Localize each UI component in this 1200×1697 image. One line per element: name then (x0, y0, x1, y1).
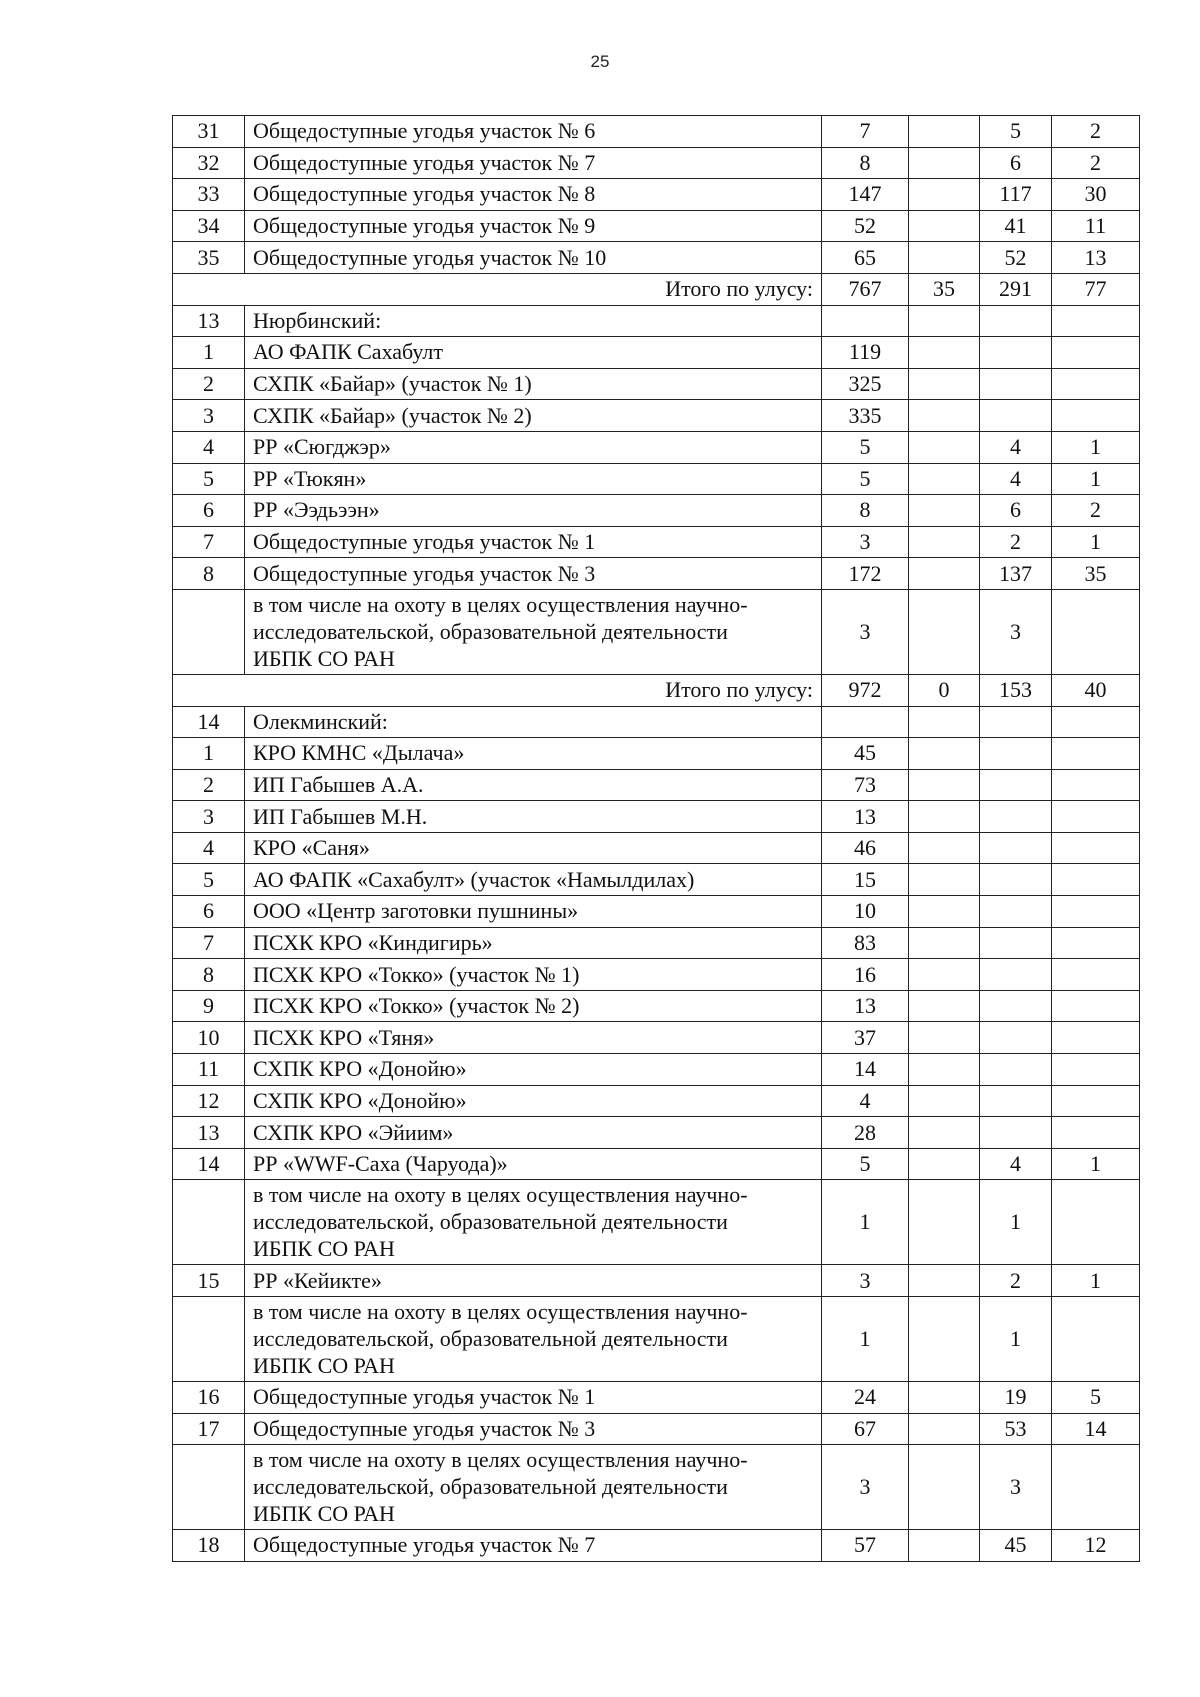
value-col-4 (1052, 1022, 1140, 1054)
value-col-3 (980, 864, 1052, 896)
value-col-4 (1052, 769, 1140, 801)
value-col-4 (1052, 801, 1140, 833)
row-number: 10 (173, 1022, 245, 1054)
row-number: 9 (173, 990, 245, 1022)
value-col-1: 8 (822, 147, 909, 179)
row-number: 6 (173, 896, 245, 928)
row-number: 34 (173, 210, 245, 242)
value-col-3: 4 (980, 463, 1052, 495)
value-col-1: 37 (822, 1022, 909, 1054)
value-col-4 (1052, 400, 1140, 432)
value-col-1: 972 (822, 674, 909, 706)
value-col-1: 65 (822, 242, 909, 274)
value-col-1: 4 (822, 1085, 909, 1117)
value-col-3 (980, 927, 1052, 959)
value-col-4: 77 (1052, 273, 1140, 305)
row-name: РР «Ээдьээн» (245, 495, 822, 527)
value-col-3: 291 (980, 273, 1052, 305)
table-row (173, 801, 1140, 833)
note-line: в том числе на охоту в целях осуществления научно- (253, 591, 748, 617)
table-row (173, 738, 1140, 770)
value-col-4: 13 (1052, 242, 1140, 274)
row-number: 3 (173, 801, 245, 833)
value-col-3 (980, 769, 1052, 801)
row-number: 33 (173, 179, 245, 211)
value-col-2 (909, 368, 980, 400)
row-name: ООО «Центр заготовки пушнины» (245, 896, 822, 928)
table-row (173, 1117, 1140, 1149)
value-col-1: 46 (822, 832, 909, 864)
page-number: 25 (590, 52, 610, 71)
value-col-2 (909, 1530, 980, 1562)
value-col-3: 4 (980, 1148, 1052, 1180)
value-col-3 (980, 305, 1052, 337)
value-col-3: 6 (980, 495, 1052, 527)
row-number: 7 (173, 927, 245, 959)
value-col-2 (909, 959, 980, 991)
value-col-2 (909, 738, 980, 770)
value-col-3: 4 (980, 431, 1052, 463)
value-col-2 (909, 801, 980, 833)
note-line: в том числе на охоту в целях осуществления научно- (253, 1182, 748, 1208)
value-col-3 (980, 337, 1052, 369)
value-col-3 (980, 990, 1052, 1022)
value-col-3: 45 (980, 1530, 1052, 1562)
value-col-3 (980, 896, 1052, 928)
note-line: ИБПК СО РАН (253, 1501, 395, 1527)
value-col-1: 24 (822, 1382, 909, 1414)
table-row (173, 147, 1140, 179)
value-col-1: 16 (822, 959, 909, 991)
value-col-3: 5 (980, 116, 1052, 148)
value-col-4 (1052, 927, 1140, 959)
value-col-1: 172 (822, 558, 909, 590)
value-col-1: 3 (822, 526, 909, 558)
value-col-3 (980, 400, 1052, 432)
value-col-2 (909, 116, 980, 148)
value-col-2 (909, 526, 980, 558)
value-col-2 (909, 210, 980, 242)
value-col-2 (909, 1148, 980, 1180)
table-row (173, 959, 1140, 991)
value-col-1: 3 (822, 589, 909, 674)
row-name: ПСХК КРО «Киндигирь» (245, 927, 822, 959)
total-label: Итого по улусу: (173, 674, 822, 706)
value-col-2 (909, 558, 980, 590)
value-col-4 (1052, 706, 1140, 738)
value-col-4: 12 (1052, 1530, 1140, 1562)
value-col-4: 35 (1052, 558, 1140, 590)
value-col-4: 5 (1052, 1382, 1140, 1414)
value-col-2 (909, 589, 980, 674)
table-row (173, 463, 1140, 495)
table-row (173, 864, 1140, 896)
row-number: 5 (173, 463, 245, 495)
note-row (173, 1297, 1140, 1382)
value-col-3: 6 (980, 147, 1052, 179)
row-number: 35 (173, 242, 245, 274)
value-col-1: 5 (822, 463, 909, 495)
value-col-4: 11 (1052, 210, 1140, 242)
value-col-2 (909, 896, 980, 928)
row-name: Общедоступные угодья участок № 7 (245, 1530, 822, 1562)
value-col-1: 7 (822, 116, 909, 148)
value-col-1: 14 (822, 1054, 909, 1086)
row-name: Общедоступные угодья участок № 6 (245, 116, 822, 148)
value-col-2 (909, 305, 980, 337)
table-row (173, 1054, 1140, 1086)
value-col-4: 1 (1052, 463, 1140, 495)
value-col-3: 19 (980, 1382, 1052, 1414)
value-col-1: 1 (822, 1297, 909, 1382)
row-number: 3 (173, 400, 245, 432)
row-number: 15 (173, 1265, 245, 1297)
row-number: 14 (173, 1148, 245, 1180)
value-col-4 (1052, 1445, 1140, 1530)
value-col-1: 13 (822, 801, 909, 833)
value-col-3: 2 (980, 526, 1052, 558)
value-col-4 (1052, 1297, 1140, 1382)
table-row (173, 990, 1140, 1022)
row-note (245, 589, 822, 674)
table-row (173, 495, 1140, 527)
row-number: 14 (173, 706, 245, 738)
row-number: 31 (173, 116, 245, 148)
row-number: 17 (173, 1413, 245, 1445)
row-number: 8 (173, 558, 245, 590)
value-col-4 (1052, 738, 1140, 770)
value-col-4 (1052, 305, 1140, 337)
table-row (173, 242, 1140, 274)
value-col-2 (909, 927, 980, 959)
row-number (173, 1445, 245, 1530)
table-row (173, 431, 1140, 463)
value-col-3 (980, 801, 1052, 833)
row-number: 16 (173, 1382, 245, 1414)
table-body (173, 116, 1140, 1562)
table-row (173, 706, 1140, 738)
value-col-1: 5 (822, 1148, 909, 1180)
value-col-4 (1052, 896, 1140, 928)
value-col-4: 1 (1052, 1148, 1140, 1180)
value-col-3 (980, 959, 1052, 991)
row-name: РР «Кейикте» (245, 1265, 822, 1297)
value-col-2 (909, 242, 980, 274)
row-number: 4 (173, 832, 245, 864)
value-col-2 (909, 1413, 980, 1445)
value-col-3: 137 (980, 558, 1052, 590)
value-col-1: 57 (822, 1530, 909, 1562)
row-name: РР «Тюкян» (245, 463, 822, 495)
row-name: Общедоступные угодья участок № 7 (245, 147, 822, 179)
row-number: 6 (173, 495, 245, 527)
table-row (173, 337, 1140, 369)
value-col-1: 13 (822, 990, 909, 1022)
value-col-4 (1052, 959, 1140, 991)
value-col-1: 335 (822, 400, 909, 432)
value-col-3: 117 (980, 179, 1052, 211)
note-line: исследовательской, образовательной деятельности (253, 1326, 728, 1351)
table-row (173, 368, 1140, 400)
value-col-4 (1052, 832, 1140, 864)
row-name: Общедоступные угодья участок № 3 (245, 558, 822, 590)
value-col-4 (1052, 1054, 1140, 1086)
table-row (173, 1022, 1140, 1054)
value-col-2 (909, 1054, 980, 1086)
row-number: 2 (173, 368, 245, 400)
value-col-4 (1052, 589, 1140, 674)
value-col-3: 1 (980, 1180, 1052, 1265)
value-col-3 (980, 1054, 1052, 1086)
value-col-2 (909, 1085, 980, 1117)
note-line: исследовательской, образовательной деятельности (253, 1474, 728, 1500)
table-row (173, 927, 1140, 959)
value-col-1: 73 (822, 769, 909, 801)
value-col-1: 83 (822, 927, 909, 959)
value-col-4 (1052, 1117, 1140, 1149)
value-col-2 (909, 431, 980, 463)
table-row (173, 305, 1140, 337)
row-number: 13 (173, 305, 245, 337)
value-col-4: 2 (1052, 495, 1140, 527)
value-col-3: 3 (980, 1445, 1052, 1530)
value-col-1: 8 (822, 495, 909, 527)
table-row (173, 896, 1140, 928)
value-col-4 (1052, 368, 1140, 400)
note-line: ИБПК СО РАН (253, 1236, 395, 1262)
row-note (245, 1445, 822, 1530)
note-line: в том числе на охоту в целях осуществления научно- (253, 1299, 748, 1324)
value-col-1: 767 (822, 273, 909, 305)
row-number: 2 (173, 769, 245, 801)
row-number: 12 (173, 1085, 245, 1117)
table-row (173, 116, 1140, 148)
value-col-4: 1 (1052, 1265, 1140, 1297)
table-row (173, 1382, 1140, 1414)
row-name: РР «Сюгджэр» (245, 431, 822, 463)
value-col-2 (909, 832, 980, 864)
value-col-1: 67 (822, 1413, 909, 1445)
table-row (173, 769, 1140, 801)
value-col-3 (980, 706, 1052, 738)
note-line: исследовательской, образовательной деятельности (253, 618, 728, 644)
row-name: ПСХК КРО «Токко» (участок № 2) (245, 990, 822, 1022)
table-row (173, 526, 1140, 558)
row-number: 13 (173, 1117, 245, 1149)
value-col-1 (822, 706, 909, 738)
row-number: 11 (173, 1054, 245, 1086)
note-line: в том числе на охоту в целях осуществления научно- (253, 1447, 748, 1473)
value-col-1: 45 (822, 738, 909, 770)
value-col-2 (909, 400, 980, 432)
row-name: ИП Габышев А.А. (245, 769, 822, 801)
value-col-3: 1 (980, 1297, 1052, 1382)
value-col-3 (980, 832, 1052, 864)
row-number (173, 1297, 245, 1382)
value-col-3 (980, 1085, 1052, 1117)
row-name: Общедоступные угодья участок № 3 (245, 1413, 822, 1445)
note-row (173, 1445, 1140, 1530)
row-number: 8 (173, 959, 245, 991)
value-col-4: 14 (1052, 1413, 1140, 1445)
row-number: 32 (173, 147, 245, 179)
row-name: ПСХК КРО «Тяня» (245, 1022, 822, 1054)
value-col-1: 3 (822, 1445, 909, 1530)
row-name: Общедоступные угодья участок № 9 (245, 210, 822, 242)
value-col-1: 119 (822, 337, 909, 369)
table-row (173, 1530, 1140, 1562)
total-row (173, 273, 1140, 305)
value-col-4: 1 (1052, 431, 1140, 463)
value-col-2 (909, 1445, 980, 1530)
value-col-3: 3 (980, 589, 1052, 674)
row-name: СХПК «Байар» (участок № 1) (245, 368, 822, 400)
value-col-2 (909, 1022, 980, 1054)
value-col-1: 3 (822, 1265, 909, 1297)
row-name: РР «WWF-Саха (Чаруода)» (245, 1148, 822, 1180)
row-name: Общедоступные угодья участок № 1 (245, 526, 822, 558)
table-row (173, 1265, 1140, 1297)
row-name: КРО «Саня» (245, 832, 822, 864)
value-col-2 (909, 147, 980, 179)
value-col-3: 52 (980, 242, 1052, 274)
row-name: Общедоступные угодья участок № 1 (245, 1382, 822, 1414)
value-col-3 (980, 368, 1052, 400)
row-name: АО ФАПК «Сахабулт» (участок «Намылдилах) (245, 864, 822, 896)
row-number: 1 (173, 738, 245, 770)
value-col-4 (1052, 1085, 1140, 1117)
table-row (173, 1148, 1140, 1180)
row-name: СХПК КРО «Донойю» (245, 1085, 822, 1117)
row-name: АО ФАПК Сахабулт (245, 337, 822, 369)
row-name: Нюрбинский: (245, 305, 822, 337)
value-col-3: 2 (980, 1265, 1052, 1297)
value-col-2 (909, 706, 980, 738)
value-col-1: 1 (822, 1180, 909, 1265)
row-name: ИП Габышев М.Н. (245, 801, 822, 833)
value-col-4: 40 (1052, 674, 1140, 706)
value-col-2 (909, 1382, 980, 1414)
value-col-4 (1052, 1180, 1140, 1265)
row-name: КРО КМНС «Дылача» (245, 738, 822, 770)
table-row (173, 1085, 1140, 1117)
value-col-1: 325 (822, 368, 909, 400)
value-col-4 (1052, 864, 1140, 896)
row-name: СХПК КРО «Эйиим» (245, 1117, 822, 1149)
value-col-3 (980, 738, 1052, 770)
value-col-4 (1052, 337, 1140, 369)
row-number (173, 589, 245, 674)
table-row (173, 210, 1140, 242)
value-col-2 (909, 337, 980, 369)
total-row (173, 674, 1140, 706)
row-number: 18 (173, 1530, 245, 1562)
value-col-2 (909, 1180, 980, 1265)
total-label: Итого по улусу: (173, 273, 822, 305)
row-note (245, 1180, 822, 1265)
value-col-1: 28 (822, 1117, 909, 1149)
note-line: ИБПК СО РАН (253, 645, 395, 671)
note-line: исследовательской, образовательной деятельности (253, 1209, 728, 1235)
row-note (245, 1297, 822, 1382)
row-number: 5 (173, 864, 245, 896)
row-name: СХПК КРО «Донойю» (245, 1054, 822, 1086)
table-row (173, 558, 1140, 590)
note-row (173, 1180, 1140, 1265)
value-col-2 (909, 1117, 980, 1149)
value-col-4 (1052, 990, 1140, 1022)
value-col-1: 15 (822, 864, 909, 896)
row-number (173, 1180, 245, 1265)
value-col-1: 147 (822, 179, 909, 211)
row-name: Олекминский: (245, 706, 822, 738)
row-number: 4 (173, 431, 245, 463)
value-col-4: 30 (1052, 179, 1140, 211)
value-col-2 (909, 1265, 980, 1297)
value-col-3: 53 (980, 1413, 1052, 1445)
value-col-1: 10 (822, 896, 909, 928)
value-col-2 (909, 1297, 980, 1382)
value-col-2 (909, 463, 980, 495)
value-col-3: 41 (980, 210, 1052, 242)
value-col-2: 0 (909, 674, 980, 706)
table-row (173, 400, 1140, 432)
table-row (173, 832, 1140, 864)
value-col-2 (909, 179, 980, 211)
value-col-1: 52 (822, 210, 909, 242)
value-col-2 (909, 990, 980, 1022)
value-col-2 (909, 769, 980, 801)
row-name: Общедоступные угодья участок № 10 (245, 242, 822, 274)
row-name: Общедоступные угодья участок № 8 (245, 179, 822, 211)
value-col-4: 1 (1052, 526, 1140, 558)
value-col-4: 2 (1052, 116, 1140, 148)
table-row (173, 1413, 1140, 1445)
row-number: 7 (173, 526, 245, 558)
value-col-3 (980, 1022, 1052, 1054)
value-col-3: 153 (980, 674, 1052, 706)
table-row (173, 179, 1140, 211)
value-col-4: 2 (1052, 147, 1140, 179)
value-col-2 (909, 864, 980, 896)
value-col-3 (980, 1117, 1052, 1149)
row-number: 1 (173, 337, 245, 369)
value-col-2: 35 (909, 273, 980, 305)
note-line: ИБПК СО РАН (253, 1353, 395, 1378)
row-name: ПСХК КРО «Токко» (участок № 1) (245, 959, 822, 991)
value-col-1 (822, 305, 909, 337)
note-row (173, 589, 1140, 674)
quota-table (172, 115, 1140, 1562)
value-col-1: 5 (822, 431, 909, 463)
value-col-2 (909, 495, 980, 527)
row-name: СХПК «Байар» (участок № 2) (245, 400, 822, 432)
